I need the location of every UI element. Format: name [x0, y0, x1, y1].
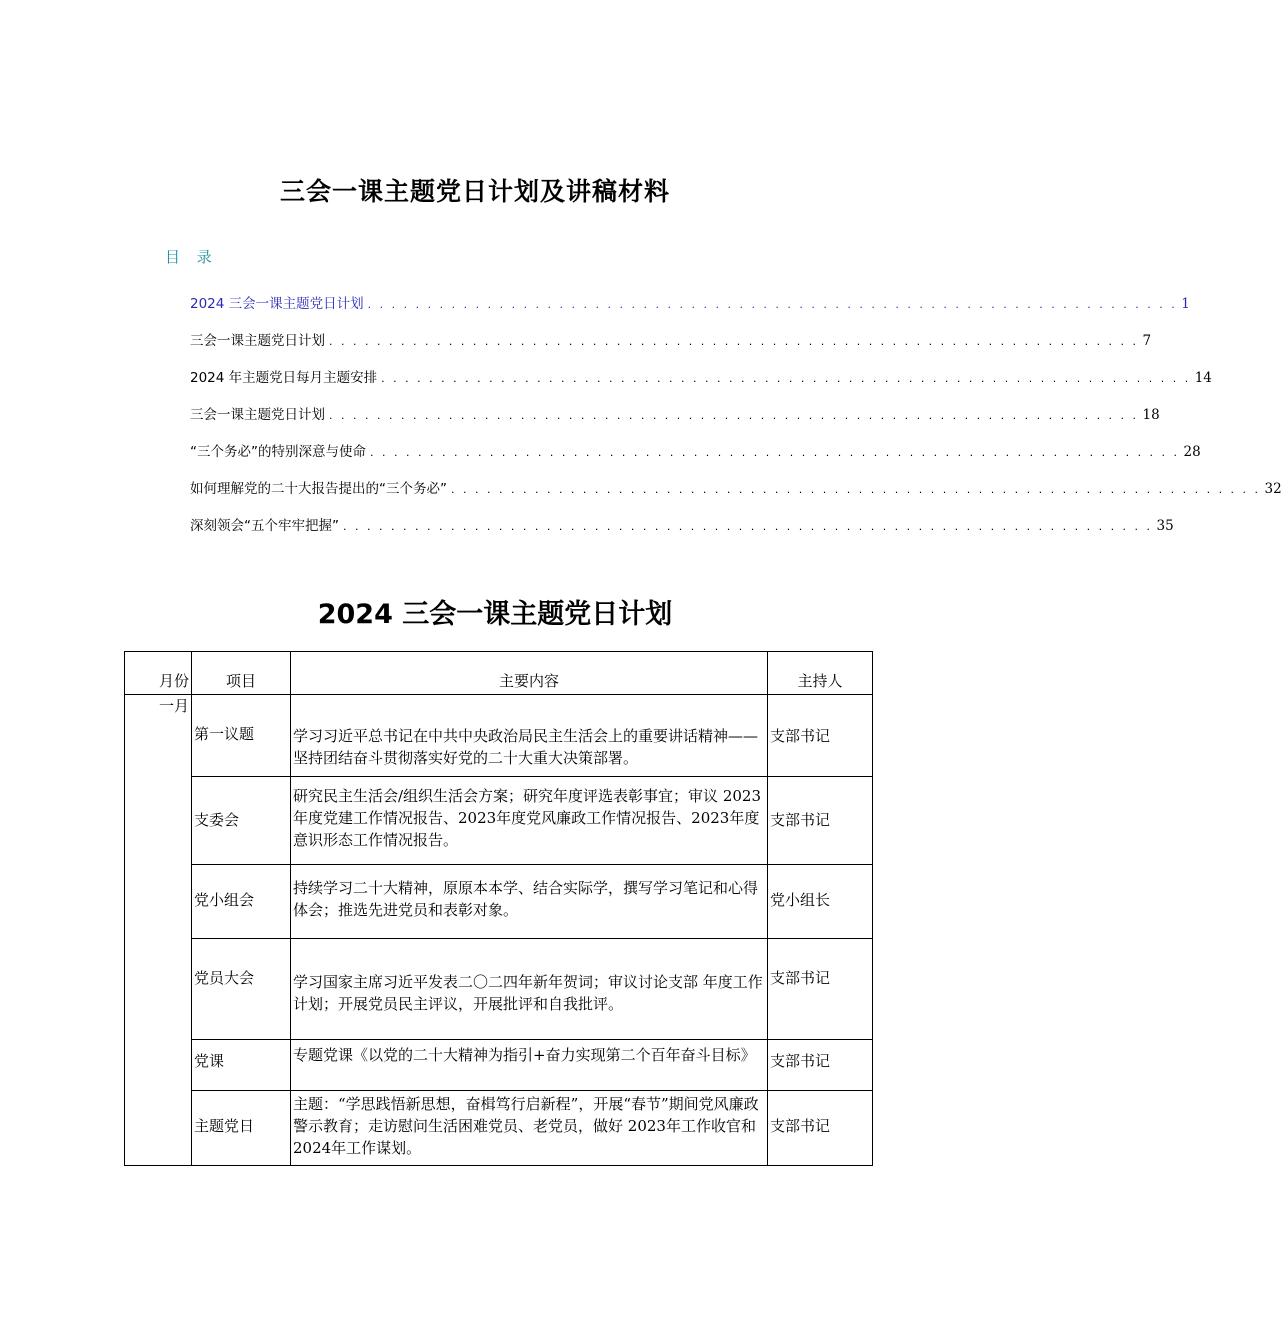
header-item: 项目 [192, 652, 291, 695]
item-cell: 党员大会 [192, 939, 291, 1040]
table-row [125, 777, 873, 865]
item-cell: 党小组会 [192, 865, 291, 939]
toc-leader-dots: . . . . . . . . . . . . . . . . . . . . . . . . . . . . . . . . . . . . . . . . . . . . . . . . . . . . . . . . . . . . . . . . . . . . [343, 520, 1153, 533]
toc-heading: 目 录 [165, 248, 218, 266]
table-header-row [125, 652, 873, 695]
content-cell: 学习习近平总书记在中共中央政治局民主生活会上的重要讲话精神——坚持团结奋斗贯彻落实好党的二十大重大决策部署。 [291, 695, 768, 777]
item-cell: 党课 [192, 1040, 291, 1091]
content-cell: 持续学习二十大精神，原原本本学、结合实际学，撰写学习笔记和心得体会；推选先进党员和表彰对象。 [291, 865, 768, 939]
host-cell: 支部书记 [768, 1091, 873, 1166]
toc-entry-page: 28 [1183, 444, 1201, 460]
toc-entry-title: 深刻领会“五个牢牢把握” [190, 518, 339, 534]
item-cell: 支委会 [192, 777, 291, 865]
toc-leader-dots: . . . . . . . . . . . . . . . . . . . . . . . . . . . . . . . . . . . . . . . . . . . . . . . . . . . . . . . . . . . . . . . . . . . . [329, 409, 1139, 422]
month-cell: 一月 [125, 695, 192, 1166]
table-row [125, 1040, 873, 1091]
toc-leader-dots: . . . . . . . . . . . . . . . . . . . . . . . . . . . . . . . . . . . . . . . . . . . . . . . . . . . . . . . . . . . . . . . . . . . . [329, 335, 1139, 348]
toc-entry-title: 如何理解党的二十大报告提出的“三个务必” [190, 481, 447, 497]
toc-leader-dots: . . . . . . . . . . . . . . . . . . . . . . . . . . . . . . . . . . . . . . . . . . . . . . . . . . . . . . . . . . . . . . . . . . . . [370, 446, 1180, 459]
header-content: 主要内容 [291, 652, 768, 695]
toc-leader-dots: . . . . . . . . . . . . . . . . . . . . . . . . . . . . . . . . . . . . . . . . . . . . . . . . . . . . . . . . . . . . . . . . . . . . [381, 372, 1191, 385]
host-cell: 支部书记 [768, 777, 873, 865]
table-row [125, 939, 873, 1040]
toc-entry[interactable] [190, 366, 1212, 403]
header-host: 主持人 [768, 652, 873, 695]
item-cell: 主题党日 [192, 1091, 291, 1166]
table-row [125, 865, 873, 939]
content-cell: 研究民主生活会/组织生活会方案；研究年度评选表彰事宜；审议 2023年度党建工作情况报告、2023年度党风廉政工作情况报告、2023年度意识形态工作情况报告。 [291, 777, 768, 865]
toc-leader-dots: . . . . . . . . . . . . . . . . . . . . . . . . . . . . . . . . . . . . . . . . . . . . . . . . . . . . . . . . . . . . . . . . . . . . [367, 298, 1178, 311]
table-row [125, 1091, 873, 1166]
plan-table [124, 651, 873, 1166]
content-cell: 主题：“学思践悟新思想，奋楫笃行启新程”，开展“春节”期间党风廉政警示教育；走访慰问生活困难党员、老党员，做好 2023年工作收官和 2024年工作谋划。 [291, 1091, 768, 1166]
item-cell: 第一议题 [192, 695, 291, 777]
host-cell: 支部书记 [768, 1040, 873, 1091]
content-cell: 专题党课《以党的二十大精神为指引+奋力实现第二个百年奋斗目标》 [291, 1040, 768, 1091]
toc-entry[interactable] [190, 292, 1190, 329]
host-cell: 党小组长 [768, 865, 873, 939]
toc-entry[interactable] [190, 477, 1282, 514]
section-title: 2024 三会一课主题党日计划 [317, 599, 673, 630]
toc-entry-page: 7 [1142, 333, 1152, 349]
toc-entry-title: 三会一课主题党日计划 [190, 407, 325, 423]
header-month: 月份 [125, 652, 192, 695]
toc-entry-title: 三会一课主题党日计划 [190, 333, 325, 349]
document-title: 三会一课主题党日计划及讲稿材料 [279, 177, 670, 206]
toc-entry-page: 32 [1264, 481, 1282, 497]
host-cell: 支部书记 [768, 939, 873, 1040]
toc-entry[interactable] [190, 329, 1152, 366]
toc-entry-title: 2024 年主题党日每月主题安排 [190, 370, 378, 386]
content-cell: 学习国家主席习近平发表二〇二四年新年贺词；审议讨论支部 年度工作计划；开展党员民主评议，开展批评和自我批评。 [291, 939, 768, 1040]
toc-entry-page: 14 [1194, 370, 1212, 386]
table-of-contents [190, 292, 1282, 551]
toc-entry-title: 2024 三会一课主题党日计划 [190, 296, 364, 312]
table-row [125, 695, 873, 777]
toc-entry[interactable] [190, 440, 1201, 477]
toc-entry[interactable] [190, 403, 1160, 440]
toc-entry-title: “三个务必”的特别深意与使命 [190, 444, 366, 460]
toc-entry-page: 1 [1181, 296, 1190, 312]
toc-entry-page: 35 [1156, 518, 1174, 534]
host-cell: 支部书记 [768, 695, 873, 777]
toc-leader-dots: . . . . . . . . . . . . . . . . . . . . . . . . . . . . . . . . . . . . . . . . . . . . . . . . . . . . . . . . . . . . . . . . . . . . [451, 483, 1261, 496]
toc-entry[interactable] [190, 514, 1174, 551]
toc-entry-page: 18 [1142, 407, 1160, 423]
